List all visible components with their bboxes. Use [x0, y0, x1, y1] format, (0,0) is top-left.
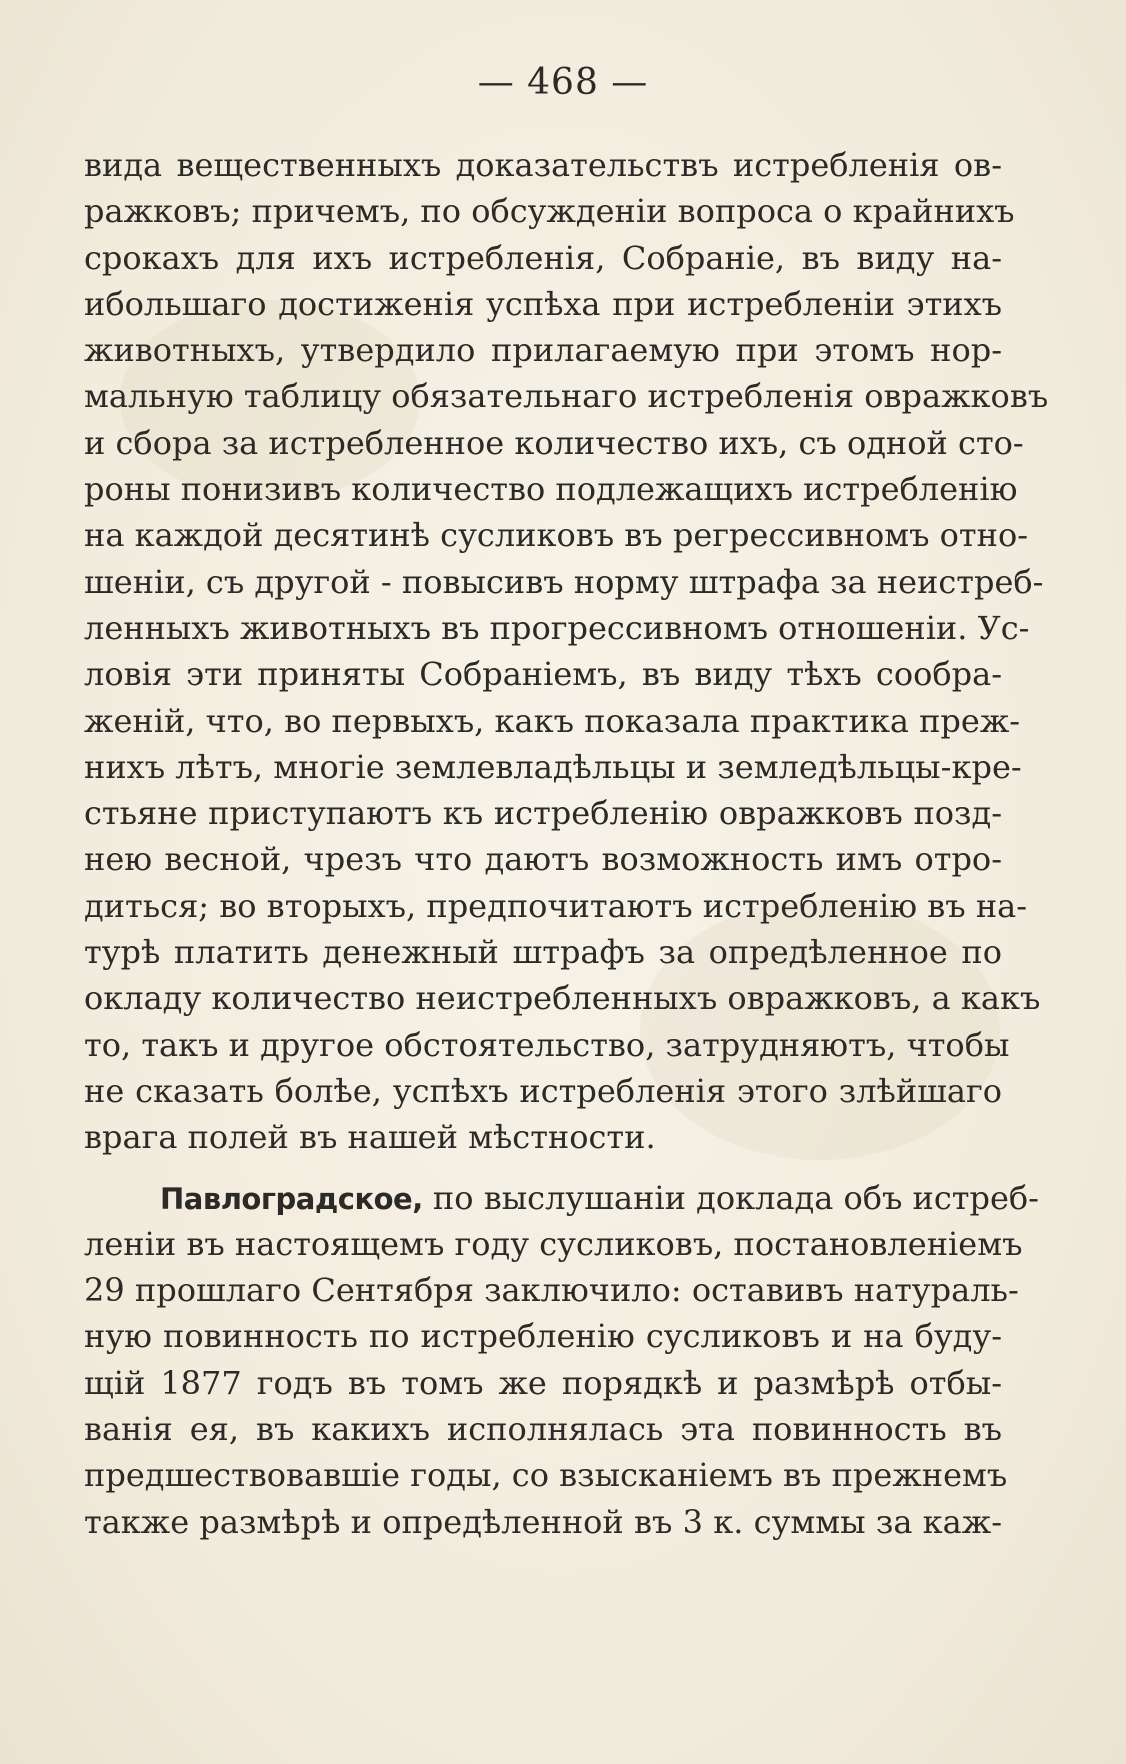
text-line: ловія эти приняты Собраніемъ, въ виду тѣхъ сообра- — [84, 655, 1002, 694]
text-line: нею весной, чрезъ что даютъ возможность имъ отро- — [84, 840, 1002, 879]
text-line: 29 прошлаго Сентября заключило: оставивъ натураль- — [84, 1271, 1019, 1310]
text-line: турѣ платить денежный штрафъ за опредѣленное по — [84, 933, 1002, 972]
text-line: щій 1877 годъ въ томъ же порядкѣ и размѣрѣ отбы- — [84, 1363, 1002, 1402]
paragraph-1 — [84, 142, 1049, 1161]
text-line: шеніи, съ другой - повысивъ норму штрафа за неистреб- — [84, 562, 1044, 601]
text-line: стьяне приступаютъ къ истребленію овражковъ позд- — [84, 794, 1002, 833]
text-line: ленныхъ животныхъ въ прогрессивномъ отношеніи. Ус- — [84, 608, 1030, 647]
text-line: на каждой десятинѣ сусликовъ въ регрессивномъ отно- — [84, 516, 1029, 555]
text-line: леніи въ настоящемъ году сусликовъ, постановленіемъ — [84, 1224, 1023, 1263]
text-line: роны понизивъ количество подлежащихъ истребленію — [84, 470, 1018, 509]
paragraph-gap — [84, 1161, 1002, 1175]
text-line: окладу количество неистребленныхъ овражковъ, а какъ — [84, 979, 1041, 1018]
text-line: то, такъ и другое обстоятельство, затрудняютъ, чтобы — [84, 1025, 1010, 1064]
text-line: ражковъ; причемъ, по обсужденіи вопроса о крайнихъ — [84, 192, 1015, 231]
text-line: вида вещественныхъ доказательствъ истребленія ов- — [84, 146, 1002, 184]
text-line: животныхъ, утвердило прилагаемую при этомъ нор- — [84, 331, 1002, 370]
body-text — [84, 142, 1049, 1545]
paragraph-2 — [84, 1175, 1039, 1545]
text-line: ванія ея, въ какихъ исполнялась эта повинность въ — [84, 1410, 1002, 1449]
text-line: не сказать болѣе, успѣхъ истребленія этого злѣйшаго — [84, 1071, 1002, 1110]
page-number: — 468 — — [477, 62, 649, 103]
text-line: ную повинность по истребленію сусликовъ и на буду- — [84, 1317, 1002, 1356]
text-line: женій, что, во первыхъ, какъ показала практика преж- — [84, 701, 1021, 740]
text-line — [84, 1175, 1039, 1221]
text-line: и сбора за истребленное количество ихъ, съ одной сто- — [84, 423, 1024, 462]
lead-word: Павлоградское, — [160, 1181, 423, 1216]
text-line: предшествовавшіе годы, со взысканіемъ въ прежнемъ — [84, 1456, 1008, 1495]
text-line: диться; во вторыхъ, предпочитаютъ истребленію въ на- — [84, 886, 1028, 925]
text-line: ибольшаго достиженія успѣха при истребленіи этихъ — [84, 284, 1002, 323]
first-line-rest: по выслушаніи доклада объ истреб- — [432, 1178, 1039, 1217]
text-line: нихъ лѣтъ, многіе землевладѣльцы и земледѣльцы-кре- — [84, 747, 1022, 786]
text-line: срокахъ для ихъ истребленія, Собраніе, въ виду на- — [84, 238, 1002, 277]
text-line: также размѣрѣ и опредѣленной въ 3 к. суммы за каж- — [84, 1502, 1002, 1541]
text-line: врага полей въ нашей мѣстности. — [84, 1118, 656, 1157]
text-line: мальную таблицу обязательнаго истребленія овражковъ — [84, 377, 1049, 416]
